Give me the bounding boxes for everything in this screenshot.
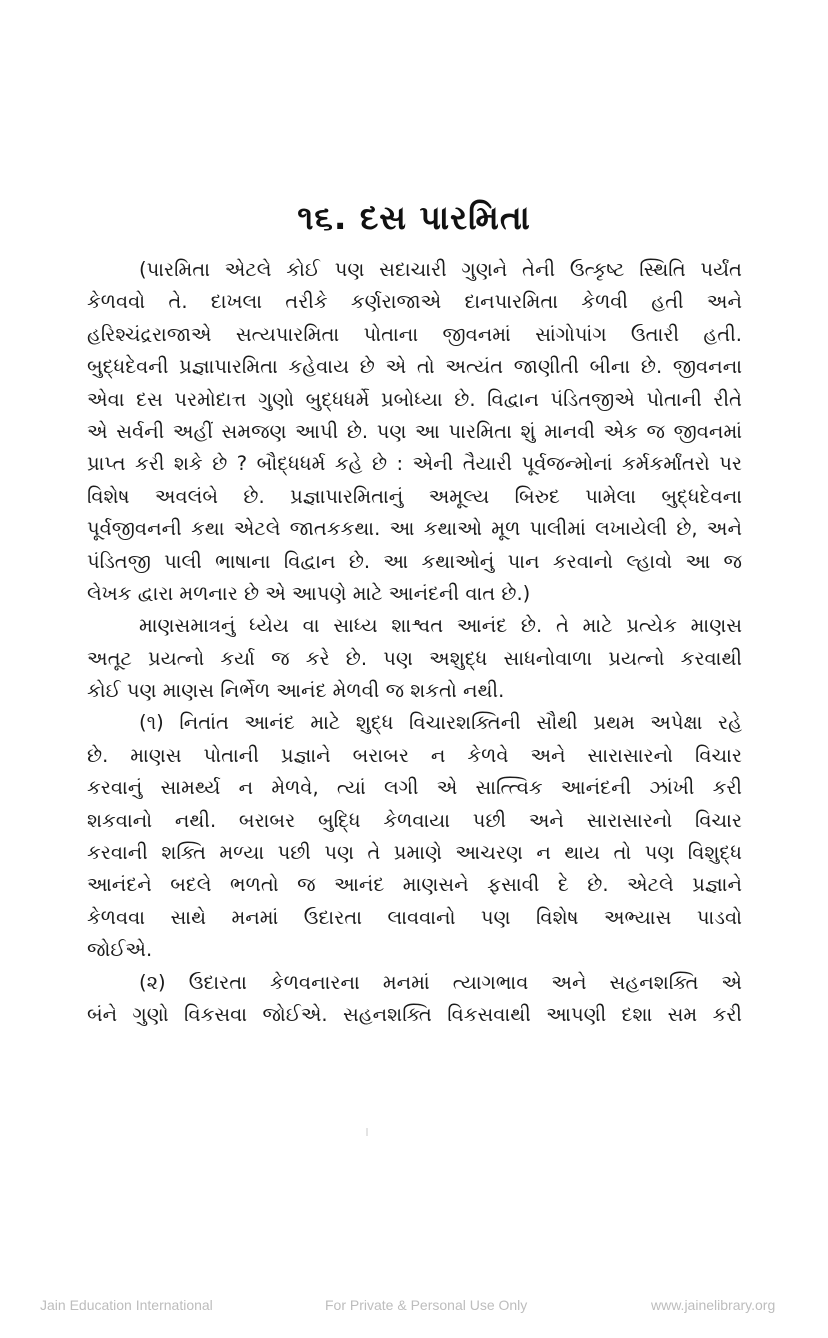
footer-usage-notice: For Private & Personal Use Only (325, 1297, 528, 1313)
text-line: હરિશ્ચંદ્રરાજાએ સત્યપારમિતા પોતાના જીવનમાં સાંગોપાંગ ઉતારી હતી. (87, 322, 742, 346)
text-line: છે. માણસ પોતાની પ્રજ્ઞાને બરાબર ન કેળવે અને સારાસારનો વિચાર (87, 743, 742, 767)
text-line: પૂર્વજીવનની કથા એટલે જાતકકથા. આ કથાઓ મૂળ પાલીમાં લખાયેલી છે, અને (87, 517, 742, 541)
footer-publisher: Jain Education International (40, 1297, 213, 1313)
numbered-point-1 (87, 707, 742, 966)
scan-speck (366, 1128, 368, 1136)
text-line: જોઈએ. (87, 938, 153, 962)
text-line: કેળવવો તે. દાખલા તરીકે કર્ણરાજાએ દાનપારમિતા કેળવી હતી અને (87, 290, 742, 314)
text-line: શકવાનો નથી. બરાબર બુદ્ધિ કેળવાયા પછી અને સારાસારનો વિચાર (87, 808, 742, 832)
text-line: પ્રાપ્ત કરી શકે છે ? બૌદ્ધધર્મ કહે છે : એની તૈયારી પૂર્વજન્મોનાં કર્મકર્માંતરો પર (87, 452, 742, 476)
text-line: કરવાની શક્તિ મળ્યા પછી પણ તે પ્રમાણે આચરણ ન થાય તો પણ વિશુદ્ધ (87, 841, 742, 865)
numbered-point-2 (87, 967, 742, 1032)
text-line: આનંદને બદલે ભળતો જ આનંદ માણસને ફસાવી દે છે. એટલે પ્રજ્ઞાને (87, 873, 742, 897)
text-line: વિશેષ અવલંબે છે. પ્રજ્ઞાપારમિતાનું અમૂલ્ય બિરુદ પામેલા બુદ્ધદેવના (87, 484, 742, 508)
text-line: માણસમાત્રનું ધ્યેય વા સાધ્ય શાશ્વત આનંદ છે. તે માટે પ્રત્યેક માણસ (139, 614, 742, 638)
text-line: કેળવવા સાથે મનમાં ઉદારતા લાવવાનો પણ વિશેષ અભ્યાસ પાડવો (87, 905, 742, 929)
text-line: બુદ્ધદેવની પ્રજ્ઞાપારમિતા કહેવાય છે એ તો અત્યંત જાણીતી બીના છે. જીવનના (87, 355, 742, 379)
footer-website-link[interactable]: www.jainelibrary.org (651, 1297, 776, 1313)
text-line: કોઈ પણ માણસ નિર્ભેળ આનંદ મેળવી જ શકતો નથી. (87, 679, 505, 703)
text-line: (૧) નિતાંત આનંદ માટે શુદ્ધ વિચારશક્તિની સૌથી પ્રથમ અપેક્ષા રહે (139, 711, 742, 735)
body-paragraph (87, 610, 742, 707)
intro-paragraph (87, 254, 742, 610)
text-line: એવા દસ પરમોદાત્ત ગુણો બુદ્ધધર્મે પ્રબોધ્યા છે. વિદ્વાન પંડિતજીએ પોતાની રીતે (87, 387, 742, 411)
text-line: લેખક દ્વારા મળનાર છે એ આપણે માટે આનંદની વાત છે.) (87, 581, 531, 605)
page-footer (0, 1297, 828, 1319)
text-line: (પારમિતા એટલે કોઈ પણ સદાચારી ગુણને તેની ઉત્કૃષ્ટ સ્થિતિ પર્યંત (139, 258, 742, 281)
text-line: કરવાનું સામર્થ્ય ન મેળવે, ત્યાં લગી એ સાત્ત્વિક આનંદની ઝાંખી કરી (87, 776, 742, 800)
text-line: બંને ગુણો વિકસવા જોઈએ. સહનશક્તિ વિકસવાથી આપણી દશા સમ કરી (87, 1002, 742, 1026)
text-line: અતૂટ પ્રયત્નો કર્યા જ કરે છે. પણ અશુદ્ધ સાધનોવાળા પ્રયત્નો કરવાથી (87, 646, 742, 670)
text-line: એ સર્વની અહીં સમજણ આપી છે. પણ આ પારમિતા શું માનવી એક જ જીવનમાં (87, 419, 742, 443)
text-line: પંડિતજી પાલી ભાષાના વિદ્વાન છે. આ કથાઓનું પાન કરવાનો લ્હાવો આ જ (87, 549, 742, 573)
chapter-title: ૧૬. દસ પારમિતા (297, 198, 531, 238)
chapter-body (87, 254, 742, 1031)
text-line: (૨) ઉદારતા કેળવનારના મનમાં ત્યાગભાવ અને સહનશક્તિ એ (139, 970, 742, 994)
